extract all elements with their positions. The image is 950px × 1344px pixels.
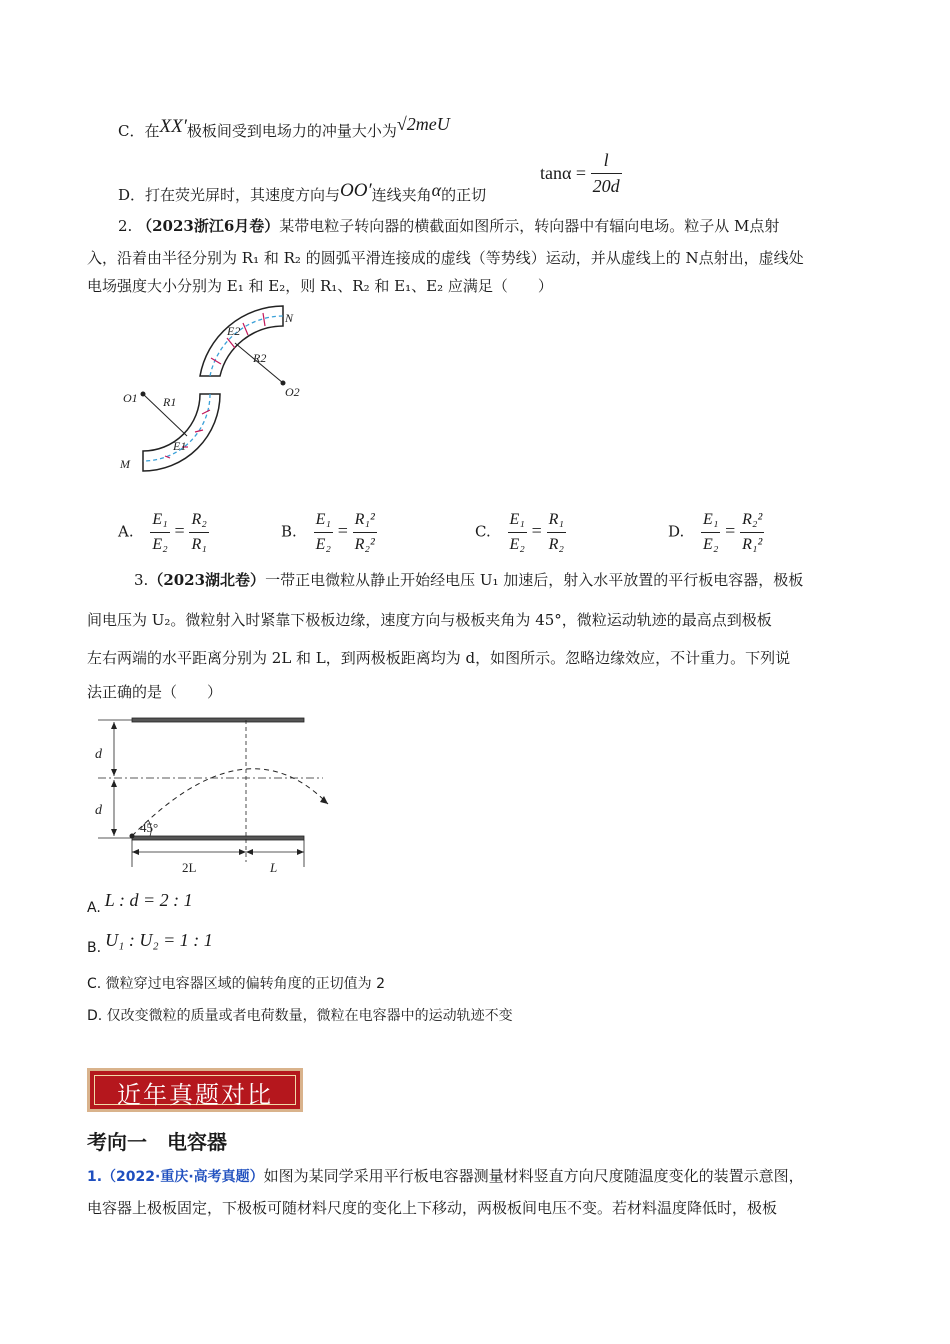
- q3-option-b[interactable]: B. U₁ : U₂ = 1 : 1: [87, 930, 213, 956]
- label-o2: O2: [285, 385, 300, 399]
- label-m: M: [120, 457, 130, 471]
- q2-option-d[interactable]: D. $\frac{\text{E₁}}{\text{E₂}}$ = $\frac{\text{R₂²}}{\text{R₁²}}$: [668, 511, 763, 553]
- section-heading: 考向一 电容器: [87, 1130, 227, 1154]
- banner-title: 近年真题对比: [117, 1081, 273, 1109]
- q3-option-d[interactable]: D. 仅改变微粒的质量或者电荷数量，微粒在电容器中的运动轨迹不变: [87, 1008, 513, 1024]
- q2-option-c[interactable]: C. $\frac{\text{E₁}}{\text{E₂}}$ = $\frac{\text{R₁}}{\text{R₂}}$: [475, 511, 564, 553]
- label-d-top: d: [95, 747, 102, 762]
- capacitor-figure: [88, 712, 338, 882]
- upper-plate: [132, 718, 304, 722]
- label-o1: O1: [123, 391, 138, 405]
- q3-line2: 间电压为 U₂。微粒射入时紧靠下极板边缘，速度方向与极板夹角为 45°，微粒运动轨迹的最高点到极板: [87, 611, 772, 629]
- q4-line2: 电容器上极板固定，下极板可随材料尺度的变化上下移动，两极板间电压不变。若材料温度降低时，极板: [87, 1199, 778, 1217]
- q2-option-a[interactable]: A. $\frac{\text{E₁}}{\text{E₂}}$ = $\frac{\text{R₂}}{\text{R₁}}$: [118, 511, 207, 553]
- q2-line1: 2. （2023浙江6月卷）某带电粒子转向器的横截面如图所示，转向器中有辐向电场。粒子从 M点射: [118, 217, 780, 235]
- q2-option-b[interactable]: B. $\frac{\text{E₁}}{\text{E₂}}$ = $\frac{\text{R₁²}}{\text{R₂²}}$: [281, 511, 375, 553]
- label-r1: R1: [163, 395, 177, 409]
- q2-line2: 入，沿着由半径分别为 R₁ 和 R₂ 的圆弧平滑连接成的虚线（等势线）运动，并从虚线上的 N点射出，虚线处: [87, 249, 804, 267]
- label-d-bottom: d: [95, 803, 102, 818]
- upper-equipotential: [210, 316, 283, 376]
- label-e2: E2: [227, 324, 241, 338]
- q1-tan-formula: tanα = $\frac{l}{20d}$: [540, 150, 620, 196]
- q2-line3: 电场强度大小分别为 E₁ 和 E₂，则 R₁、R₂ 和 E₁、E₂ 应满足（ ）: [87, 277, 553, 295]
- label-angle: 45°: [140, 820, 159, 835]
- q3-line3: 左右两端的水平距离分别为 2L 和 L，到两极板距离均为 d，如图所示。忽略边缘效应，不计重力。下列说: [87, 649, 791, 667]
- section-banner: [87, 1068, 303, 1112]
- q2-options: [118, 494, 818, 553]
- q3-line4: 法正确的是（ ）: [87, 683, 223, 701]
- q3-option-a[interactable]: A. L : d = 2 : 1: [87, 890, 193, 916]
- q1-option-d: D．打在荧光屏时，其速度方向与OO′连线夹角α的正切: [118, 180, 487, 204]
- lower-plate: [132, 836, 304, 840]
- q1-option-c: C．在XX′极板间受到电场力的冲量大小为√2meU: [118, 114, 450, 140]
- label-r2: R2: [253, 351, 267, 365]
- q3-line1: 3.（2023湖北卷）一带正电微粒从静止开始经电压 U₁ 加速后，射入水平放置的平行板电容器，极板: [134, 571, 804, 589]
- deflector-figure: [115, 298, 315, 478]
- q3-option-c[interactable]: C. 微粒穿过电容器区域的偏转角度的正切值为 2: [87, 976, 386, 992]
- label-l: L: [270, 860, 278, 875]
- label-e1: E1: [173, 439, 187, 453]
- trajectory: [132, 769, 328, 836]
- q4-line1: 1.（2022·重庆·高考真题）如图为某同学采用平行板电容器测量材料竖直方向尺度随温度变化的装置示意图，: [87, 1167, 804, 1185]
- label-2l: 2L: [182, 860, 197, 875]
- label-n: N: [285, 311, 294, 325]
